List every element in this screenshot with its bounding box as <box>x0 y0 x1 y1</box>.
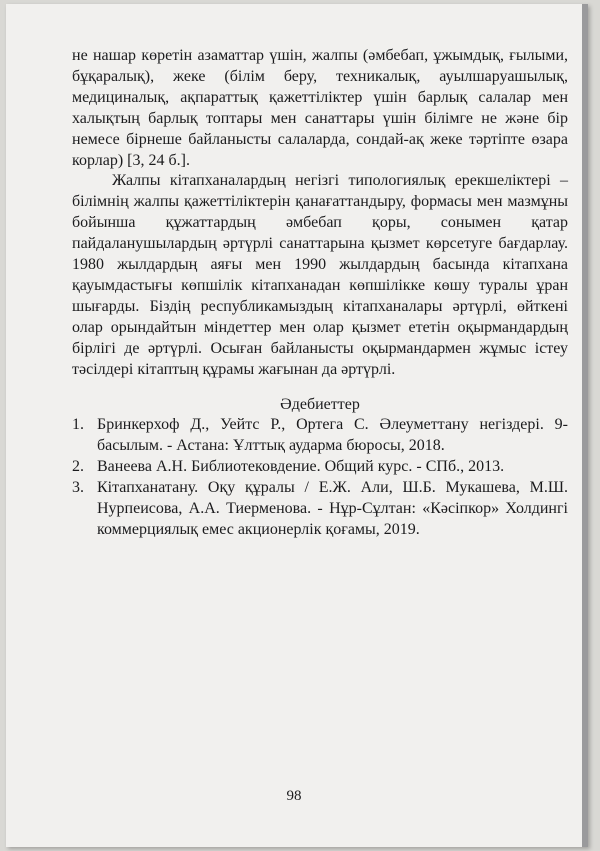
references-list <box>72 415 568 540</box>
page-number: 98 <box>286 788 302 804</box>
paragraph-2: Жалпы кітапханалардың негізгі типологиялық ерекшеліктері – білімнің жалпы қажеттіліктерін қанағаттандыру, формасы мен мазмұны бойынша құжаттардың әмбебап қоры, сонымен қатар пайдаланушылардың әртүрлі санаттарына қызмет көрсетуге бағдарлау. 1980 жылдардың аяғы мен 1990 жылдардың басында кітапхана қауымдастығы көпшілік кітапханадан көпшілікке көшу туралы ұран шығарды. Біздің республикамыздың кітапханалары әртүрлі, өйткені олар орындайтын міндеттер мен олар қызмет ететін оқырмандардың бірлігі де әртүрлі. Осыған байланысты оқырмандармен жұмыс істеу тәсілдері кітаптың құрамы жағынан да әртүрлі. <box>72 172 568 378</box>
paragraph-1: не нашар көретін азаматтар үшін, жалпы (әмбебап, ұжымдық, ғылыми, бұқаралық), жеке (білім беру, техникалық, ауылшаруашылық, медициналық, ақпараттық қажеттіліктер үшін барлық салалар мен халықтың барлық топтары мен санаттары үшін білімге не және бір немесе бірнеше байланысты салаларда, сондай-ақ жеке тәртіпте өзара корлар) [3, 24 б.]. <box>72 47 568 169</box>
reference-text: Бринкерхоф Д., Уейтс Р., Ортега С. Әлеуметтану негіздері. 9-басылым. - Астана: Ұлттық аударма бюросы, 2018. <box>97 416 568 455</box>
reference-number: 1. <box>72 416 84 434</box>
reference-item <box>72 478 568 541</box>
reference-number: 3. <box>72 479 84 497</box>
body-text <box>72 46 568 541</box>
reference-item <box>72 415 568 457</box>
reference-text: Кітапханатану. Оқу құралы / Е.Ж. Али, Ш.Б. Мукашева, М.Ш. Нурпеисова, А.А. Тиерменова. - Нұр-Сұлтан: «Кәсіпкор» Холдингі коммерциялық емес акционерлік қоғамы, 2019. <box>97 479 568 538</box>
reference-number: 2. <box>72 458 84 476</box>
reference-text: Ванеева А.Н. Библиотековдение. Общий курс. - СПб., 2013. <box>97 458 505 476</box>
document-page <box>6 4 588 847</box>
reference-item <box>72 457 568 478</box>
references-title: Әдебиеттер <box>280 395 360 413</box>
